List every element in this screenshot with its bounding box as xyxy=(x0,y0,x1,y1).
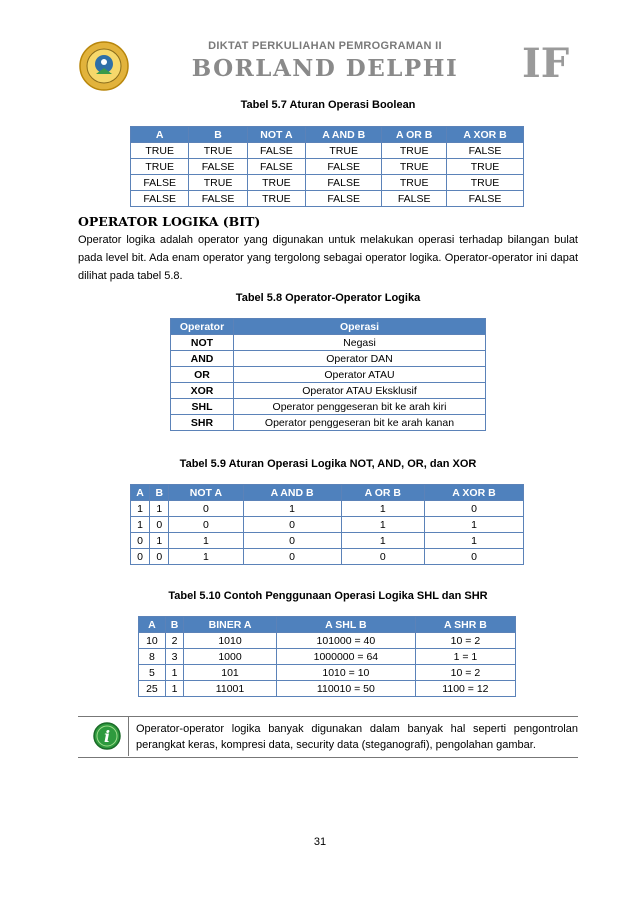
table-row xyxy=(139,665,516,681)
table-cell: TRUE xyxy=(189,143,247,159)
column-header: A AND B xyxy=(243,485,341,501)
svg-text:i: i xyxy=(103,727,111,746)
table-row xyxy=(139,681,516,697)
table-cell: 0 xyxy=(424,501,523,517)
table-cell: 0 xyxy=(169,517,243,533)
column-header: Operator xyxy=(171,319,234,335)
table-cell: 1 xyxy=(165,681,183,697)
table-cell: FALSE xyxy=(306,159,382,175)
table-logic-rules xyxy=(130,484,524,565)
table-cell: 1000 xyxy=(184,649,277,665)
table-cell: FALSE xyxy=(247,143,305,159)
info-icon xyxy=(92,721,122,751)
table-header-row xyxy=(131,127,524,143)
table-cell: TRUE xyxy=(382,143,447,159)
table-cell: NOT xyxy=(171,335,234,351)
table-cell: 1 xyxy=(341,533,424,549)
table59-caption: Tabel 5.9 Aturan Operasi Logika NOT, AND, OR, dan XOR xyxy=(179,458,477,470)
table-cell: TRUE xyxy=(247,191,305,207)
table-cell: 10 xyxy=(139,633,166,649)
table-cell: XOR xyxy=(171,383,234,399)
table-cell: 1 xyxy=(150,501,169,517)
column-header: A xyxy=(139,617,166,633)
column-header: B xyxy=(189,127,247,143)
table-cell: FALSE xyxy=(131,191,189,207)
column-header: A SHL B xyxy=(276,617,415,633)
table-cell: 0 xyxy=(424,549,523,565)
table-cell: SHR xyxy=(171,415,234,431)
table-row xyxy=(131,143,524,159)
table-row xyxy=(171,367,486,383)
table-cell: 0 xyxy=(341,549,424,565)
table-cell: 1100 = 12 xyxy=(415,681,515,697)
table-cell: 0 xyxy=(243,549,341,565)
table-row xyxy=(139,649,516,665)
table-cell: SHL xyxy=(171,399,234,415)
column-header: A XOR B xyxy=(424,485,523,501)
table-cell: 101000 = 40 xyxy=(276,633,415,649)
table-cell: 5 xyxy=(139,665,166,681)
table-row xyxy=(131,517,524,533)
section-heading: OPERATOR LOGIKA (BIT) xyxy=(78,214,261,229)
table-row xyxy=(131,501,524,517)
table-cell: TRUE xyxy=(306,143,382,159)
university-logo xyxy=(78,40,130,92)
table-cell: 1 xyxy=(169,549,243,565)
table-cell: FALSE xyxy=(306,175,382,191)
table-cell: TRUE xyxy=(247,175,305,191)
table-row xyxy=(131,533,524,549)
table-row xyxy=(139,633,516,649)
table-cell: 1 xyxy=(341,501,424,517)
table-cell: 0 xyxy=(131,549,150,565)
header-subtitle: DIKTAT PERKULIAHAN PEMROGRAMAN II xyxy=(208,40,442,52)
note-text: Operator-operator logika banyak digunakan dalam banyak hal seperti pengontrolan perangkat keras, kompresi data, security data (steganografi), pengolahan gambar. xyxy=(136,723,578,751)
column-header: A AND B xyxy=(306,127,382,143)
column-header: BINER A xyxy=(184,617,277,633)
table-cell: FALSE xyxy=(382,191,447,207)
table-logic-operators xyxy=(170,318,486,431)
table-cell: Operator penggeseran bit ke arah kiri xyxy=(234,399,486,415)
table-cell: Operator penggeseran bit ke arah kanan xyxy=(234,415,486,431)
table-cell: 1010 = 10 xyxy=(276,665,415,681)
table-cell: TRUE xyxy=(131,143,189,159)
table58-caption: Tabel 5.8 Operator-Operator Logika xyxy=(235,292,421,304)
table-cell: 10 = 2 xyxy=(415,665,515,681)
table-cell: 1 xyxy=(131,517,150,533)
table-cell: TRUE xyxy=(189,175,247,191)
table-cell: 10 = 2 xyxy=(415,633,515,649)
table-cell: 1 xyxy=(424,533,523,549)
table-row xyxy=(131,159,524,175)
table-shift-examples xyxy=(138,616,516,697)
table-cell: 0 xyxy=(131,533,150,549)
table-cell: 1 = 1 xyxy=(415,649,515,665)
table-cell: FALSE xyxy=(247,159,305,175)
table-boolean-rules xyxy=(130,126,524,207)
table-header-row xyxy=(139,617,516,633)
table-row xyxy=(131,549,524,565)
table-cell: 1 xyxy=(341,517,424,533)
table-cell: FALSE xyxy=(447,191,524,207)
table-cell: Negasi xyxy=(234,335,486,351)
column-header: B xyxy=(150,485,169,501)
table-cell: 25 xyxy=(139,681,166,697)
table-row xyxy=(171,383,486,399)
column-header: A SHR B xyxy=(415,617,515,633)
table-row xyxy=(171,415,486,431)
table-cell: Operator ATAU xyxy=(234,367,486,383)
column-header: A xyxy=(131,127,189,143)
table-cell: TRUE xyxy=(382,159,447,175)
table-cell: 1 xyxy=(243,501,341,517)
table-cell: FALSE xyxy=(189,191,247,207)
column-header: Operasi xyxy=(234,319,486,335)
table-cell: 3 xyxy=(165,649,183,665)
table-row xyxy=(171,399,486,415)
column-header: A OR B xyxy=(382,127,447,143)
table-cell: 8 xyxy=(139,649,166,665)
header-title: BORLAND DELPHI xyxy=(191,55,459,82)
table-cell: 110010 = 50 xyxy=(276,681,415,697)
column-header: A XOR B xyxy=(447,127,524,143)
table-cell: 1 xyxy=(131,501,150,517)
table-cell: TRUE xyxy=(382,175,447,191)
column-header: B xyxy=(165,617,183,633)
table510-caption: Tabel 5.10 Contoh Penggunaan Operasi Logika SHL dan SHR xyxy=(168,590,488,602)
table-cell: TRUE xyxy=(131,159,189,175)
table-header-row xyxy=(131,485,524,501)
table-cell: TRUE xyxy=(447,175,524,191)
table-cell: FALSE xyxy=(189,159,247,175)
table-cell: 0 xyxy=(150,517,169,533)
table-cell: 11001 xyxy=(184,681,277,697)
section-paragraph: Operator logika adalah operator yang digunakan untuk melakukan operasi terhadap bilangan bulat pada level bit. Ada enam operator yang tergolong sebagai operator logika. Operator-operator ini dapat dilihat pada tabel 5.8. xyxy=(78,234,578,282)
table-cell: TRUE xyxy=(447,159,524,175)
table-cell: AND xyxy=(171,351,234,367)
table-cell: 0 xyxy=(243,517,341,533)
table-row xyxy=(131,191,524,207)
table-cell: 1 xyxy=(150,533,169,549)
table-cell: 0 xyxy=(169,501,243,517)
table-row xyxy=(171,335,486,351)
table-cell: 1000000 = 64 xyxy=(276,649,415,665)
table-cell: 101 xyxy=(184,665,277,681)
table-cell: 2 xyxy=(165,633,183,649)
table-cell: FALSE xyxy=(447,143,524,159)
table-cell: FALSE xyxy=(131,175,189,191)
note-divider xyxy=(128,716,129,756)
table-cell: 0 xyxy=(150,549,169,565)
table-cell: Operator ATAU Eksklusif xyxy=(234,383,486,399)
table-header-row xyxy=(171,319,486,335)
table-cell: 0 xyxy=(243,533,341,549)
column-header: A OR B xyxy=(341,485,424,501)
table-cell: 1 xyxy=(165,665,183,681)
header-badge: IF xyxy=(522,40,570,87)
table-cell: FALSE xyxy=(306,191,382,207)
column-header: NOT A xyxy=(169,485,243,501)
column-header: NOT A xyxy=(247,127,305,143)
table-row xyxy=(171,351,486,367)
table-cell: Operator DAN xyxy=(234,351,486,367)
table57-caption: Tabel 5.7 Aturan Operasi Boolean xyxy=(240,99,416,111)
table-cell: 1 xyxy=(169,533,243,549)
table-cell: 1010 xyxy=(184,633,277,649)
table-cell: OR xyxy=(171,367,234,383)
page-number: 31 xyxy=(313,836,327,848)
column-header: A xyxy=(131,485,150,501)
table-cell: 1 xyxy=(424,517,523,533)
table-row xyxy=(131,175,524,191)
